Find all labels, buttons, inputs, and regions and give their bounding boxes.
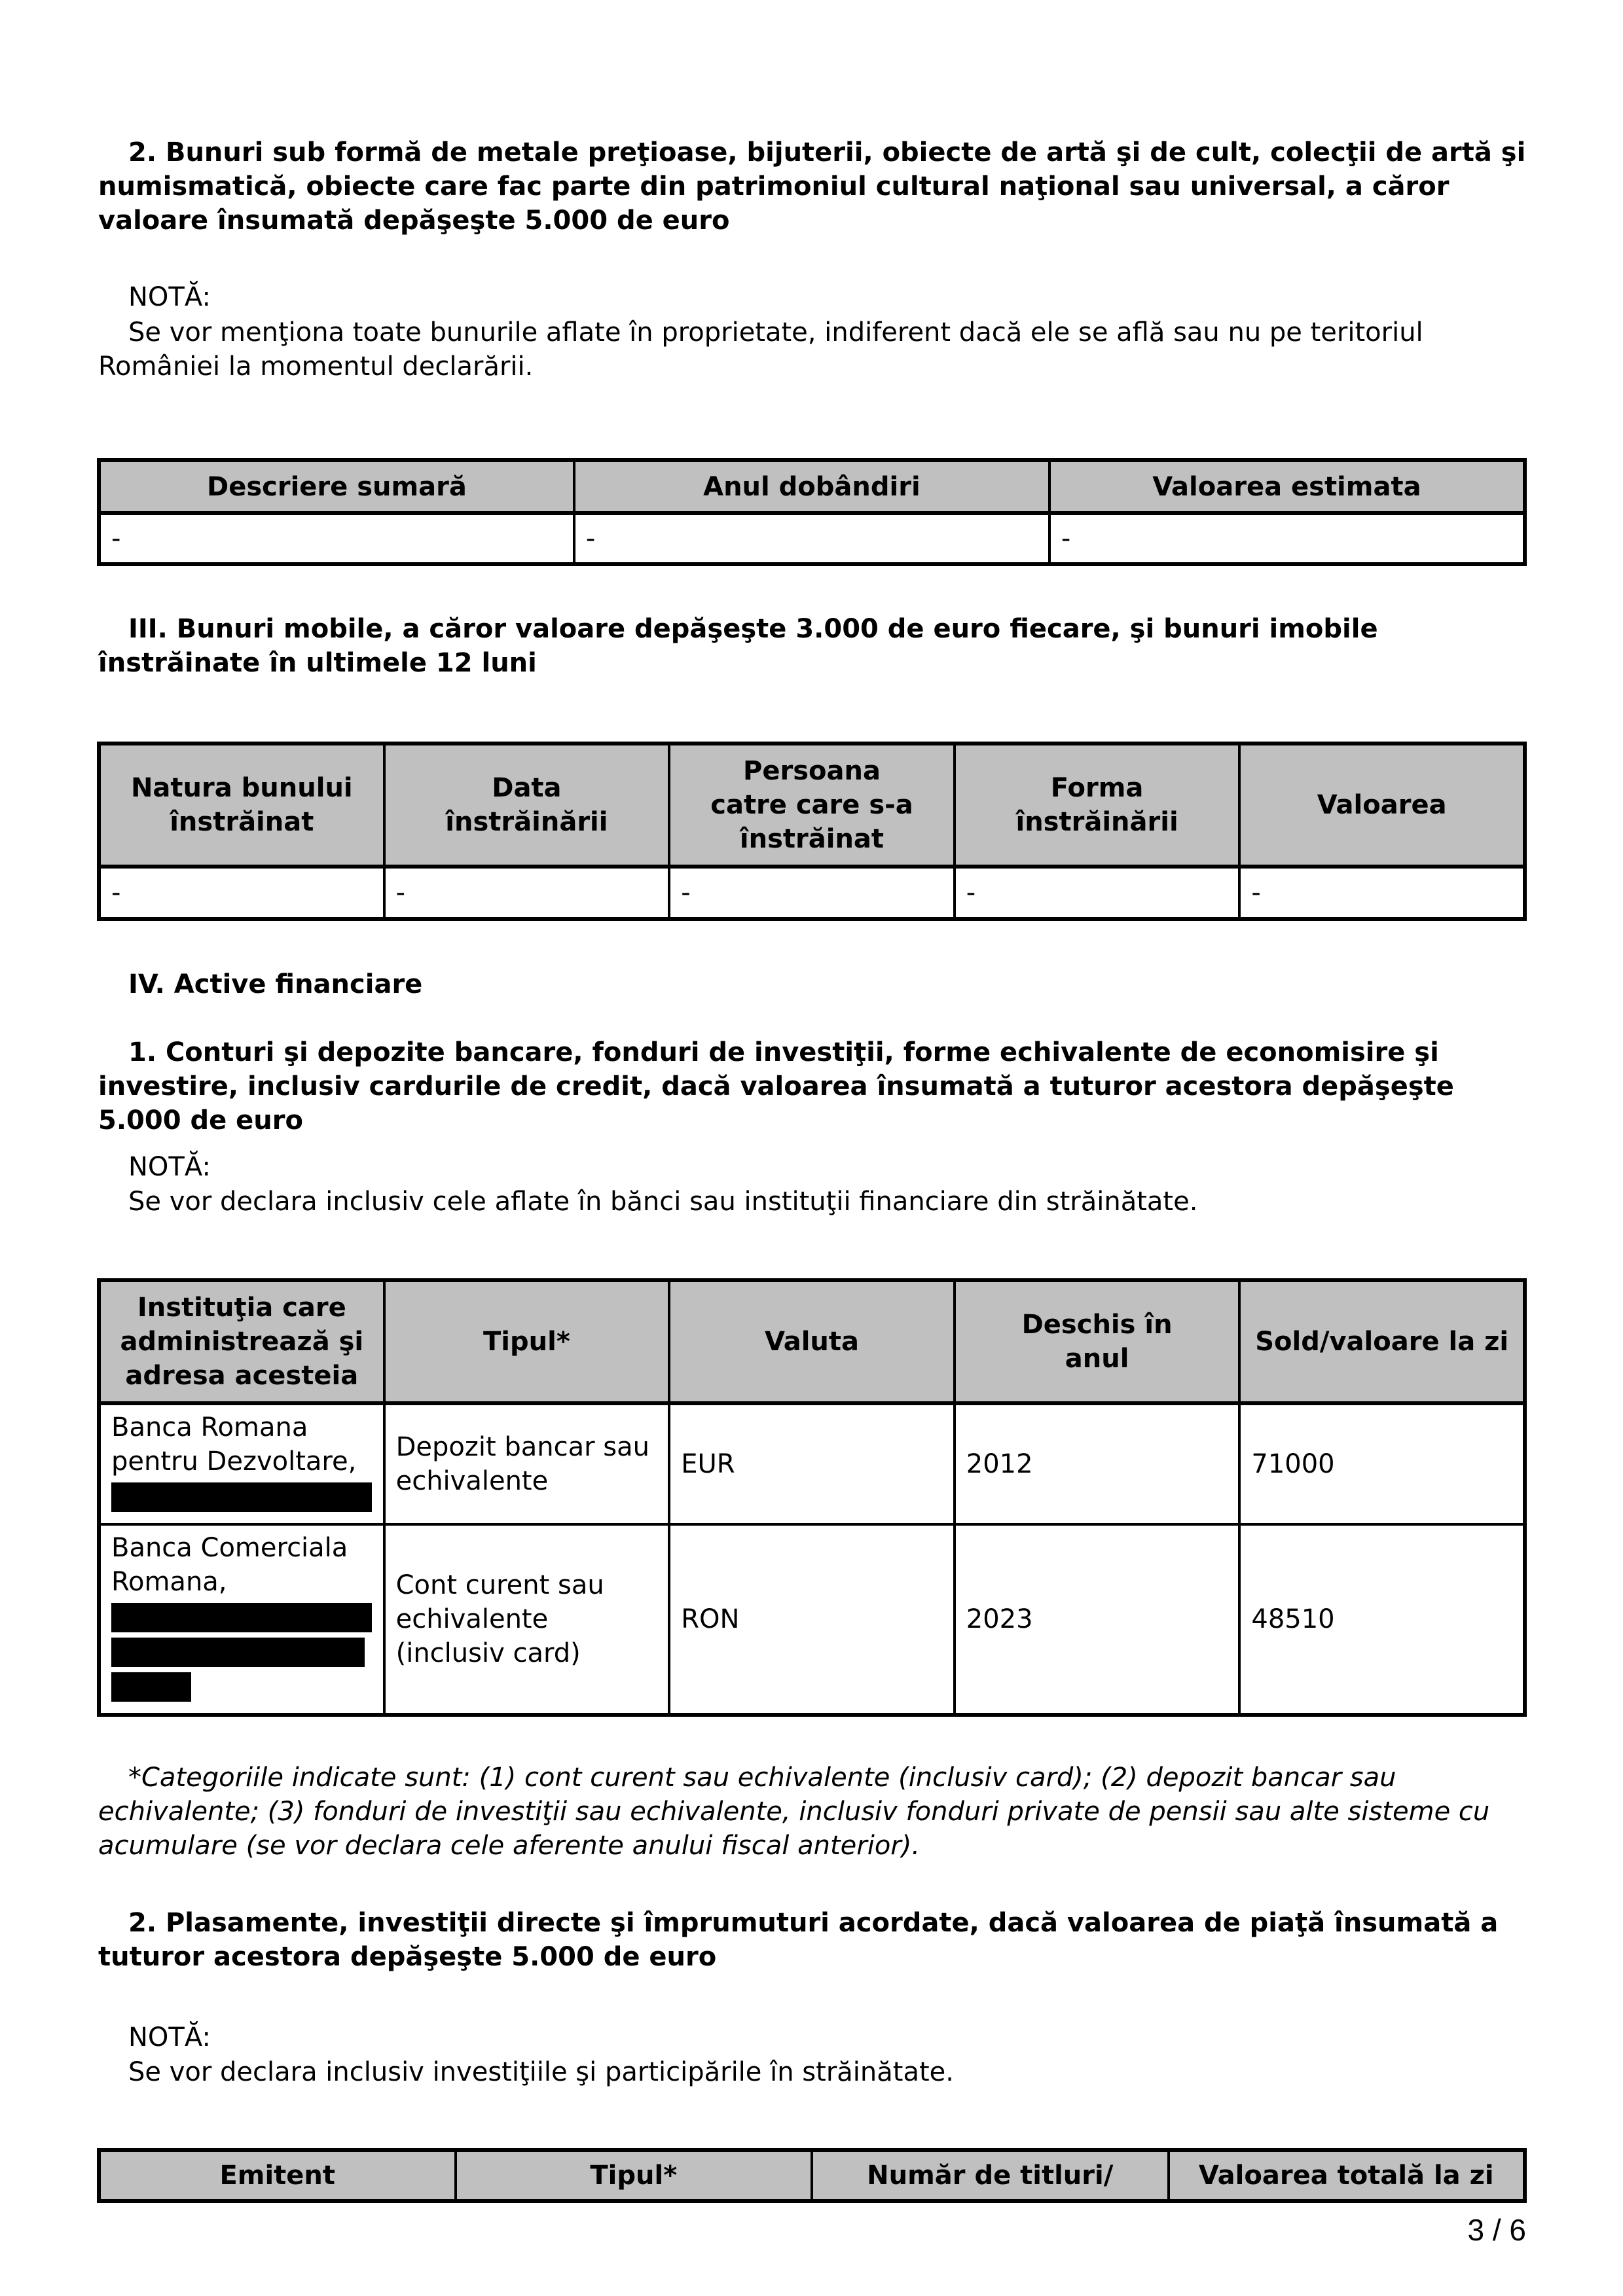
section-IV-2-note-text: Se vor declara inclusiv investiţiile şi participările în străinătate. — [128, 2057, 954, 2087]
col-header-estimated-value: Valoarea estimata — [1049, 460, 1525, 513]
table-row — [99, 513, 1525, 564]
institution-name: Banca Comerciala Romana, — [111, 1533, 348, 1597]
table-bank-accounts — [97, 1278, 1527, 1717]
cell-balance: 48510 — [1239, 1524, 1525, 1715]
table-row — [99, 867, 1525, 919]
cell-opened-year: 2012 — [955, 1403, 1240, 1524]
cell-opened-year: 2023 — [955, 1524, 1240, 1715]
col-header-value: Valoarea — [1239, 744, 1525, 867]
col-header-currency: Valuta — [669, 1280, 955, 1403]
col-header-type: Tipul* — [384, 1280, 670, 1403]
col-header-recipient: Persoana catre care s-a înstrăinat — [669, 744, 955, 867]
col-header-type: Tipul* — [456, 2150, 812, 2201]
cell-currency: EUR — [669, 1403, 955, 1524]
cell-recipient: - — [669, 867, 955, 919]
section-IV-1-note-text: Se vor declara inclusiv cele aflate în bănci sau instituţii financiare din străinătate. — [128, 1187, 1198, 1217]
cell-type: Cont curent sau echivalente (inclusiv card) — [384, 1524, 670, 1715]
table-row — [99, 1403, 1525, 1524]
table-precious-goods — [97, 458, 1527, 566]
section-IV-1-heading: 1. Conturi şi depozite bancare, fonduri de investiţii, forme echivalente de economisire şi investire, inclusiv cardurile de credit, dacă valoarea însumată a tuturor acestora depăşeşte 5.000 de euro — [98, 1037, 1454, 1136]
section-IV-heading: IV. Active financiare — [128, 969, 423, 999]
cell-description: - — [99, 513, 574, 564]
col-header-nature: Natura bunului înstrăinat — [99, 744, 384, 867]
cell-currency: RON — [669, 1524, 955, 1715]
account-types-footnote: *Categoriile indicate sunt: (1) cont curent sau echivalente (inclusiv card); (2) depozit bancar sau echivalente; (3) fonduri de investiţii sau echivalente, inclusiv fonduri private de pensii sau alte sisteme cu acumulare (se vor declara cele aferente anului fiscal anterior). — [98, 1763, 1490, 1861]
institution-name: Banca Romana pentru Dezvoltare, — [111, 1412, 357, 1477]
redacted-address — [111, 1603, 372, 1632]
cell-institution — [99, 1524, 384, 1715]
table-investments — [97, 2148, 1527, 2203]
col-header-total-value: Valoarea totală la zi — [1169, 2150, 1525, 2201]
table-row — [99, 1524, 1525, 1715]
cell-nature: - — [99, 867, 384, 919]
cell-alienation-date: - — [384, 867, 670, 919]
redacted-address — [111, 1482, 372, 1512]
redacted-address — [111, 1638, 365, 1667]
col-header-balance: Sold/valoare la zi — [1239, 1280, 1525, 1403]
section-IV-2-heading: 2. Plasamente, investiţii directe şi împrumuturi acordate, dacă valoarea de piaţă însumată a tuturor acestora depăşeşte 5.000 de euro — [98, 1908, 1499, 1972]
section-2-heading: 2. Bunuri sub formă de metale preţioase, bijuterii, obiecte de artă şi de cult, colecţii de artă şi numismatică, obiecte care fac parte din patrimoniul cultural naţional sau universal, a căror valoare însumată depăşeşte 5.000 de euro — [98, 137, 1526, 236]
cell-type: Depozit bancar sau echivalente — [384, 1403, 670, 1524]
section-III-heading: III. Bunuri mobile, a căror valoare depăşeşte 3.000 de euro fiecare, şi bunuri imobile înstrăinate în ultimele 12 luni — [98, 614, 1378, 678]
page-number: 3 / 6 — [1467, 2213, 1526, 2247]
section-IV-1-note-label: NOTĂ: — [128, 1152, 211, 1182]
cell-acquisition-year: - — [574, 513, 1049, 564]
col-header-acquisition-year: Anul dobândiri — [574, 460, 1049, 513]
cell-estimated-value: - — [1049, 513, 1525, 564]
col-header-opened-year: Deschis în anul — [955, 1280, 1240, 1403]
col-header-number-of-titles: Număr de titluri/ — [812, 2150, 1169, 2201]
cell-balance: 71000 — [1239, 1403, 1525, 1524]
section-2-note-label: NOTĂ: — [128, 282, 211, 312]
col-header-alienation-form: Forma înstrăinării — [955, 744, 1240, 867]
col-header-description: Descriere sumară — [99, 460, 574, 513]
cell-institution — [99, 1403, 384, 1524]
table-alienated-goods — [97, 742, 1527, 921]
cell-value: - — [1239, 867, 1525, 919]
redacted-address — [111, 1672, 191, 1702]
section-2-note-text: Se vor menţiona toate bunurile aflate în proprietate, indiferent dacă ele se află sau nu pe teritoriul României la momentul declarării. — [98, 317, 1423, 382]
section-IV-2-note-label: NOTĂ: — [128, 2022, 211, 2053]
cell-alienation-form: - — [955, 867, 1240, 919]
col-header-issuer: Emitent — [99, 2150, 456, 2201]
col-header-institution: Instituţia care administrează şi adresa acesteia — [99, 1280, 384, 1403]
col-header-alienation-date: Data înstrăinării — [384, 744, 670, 867]
